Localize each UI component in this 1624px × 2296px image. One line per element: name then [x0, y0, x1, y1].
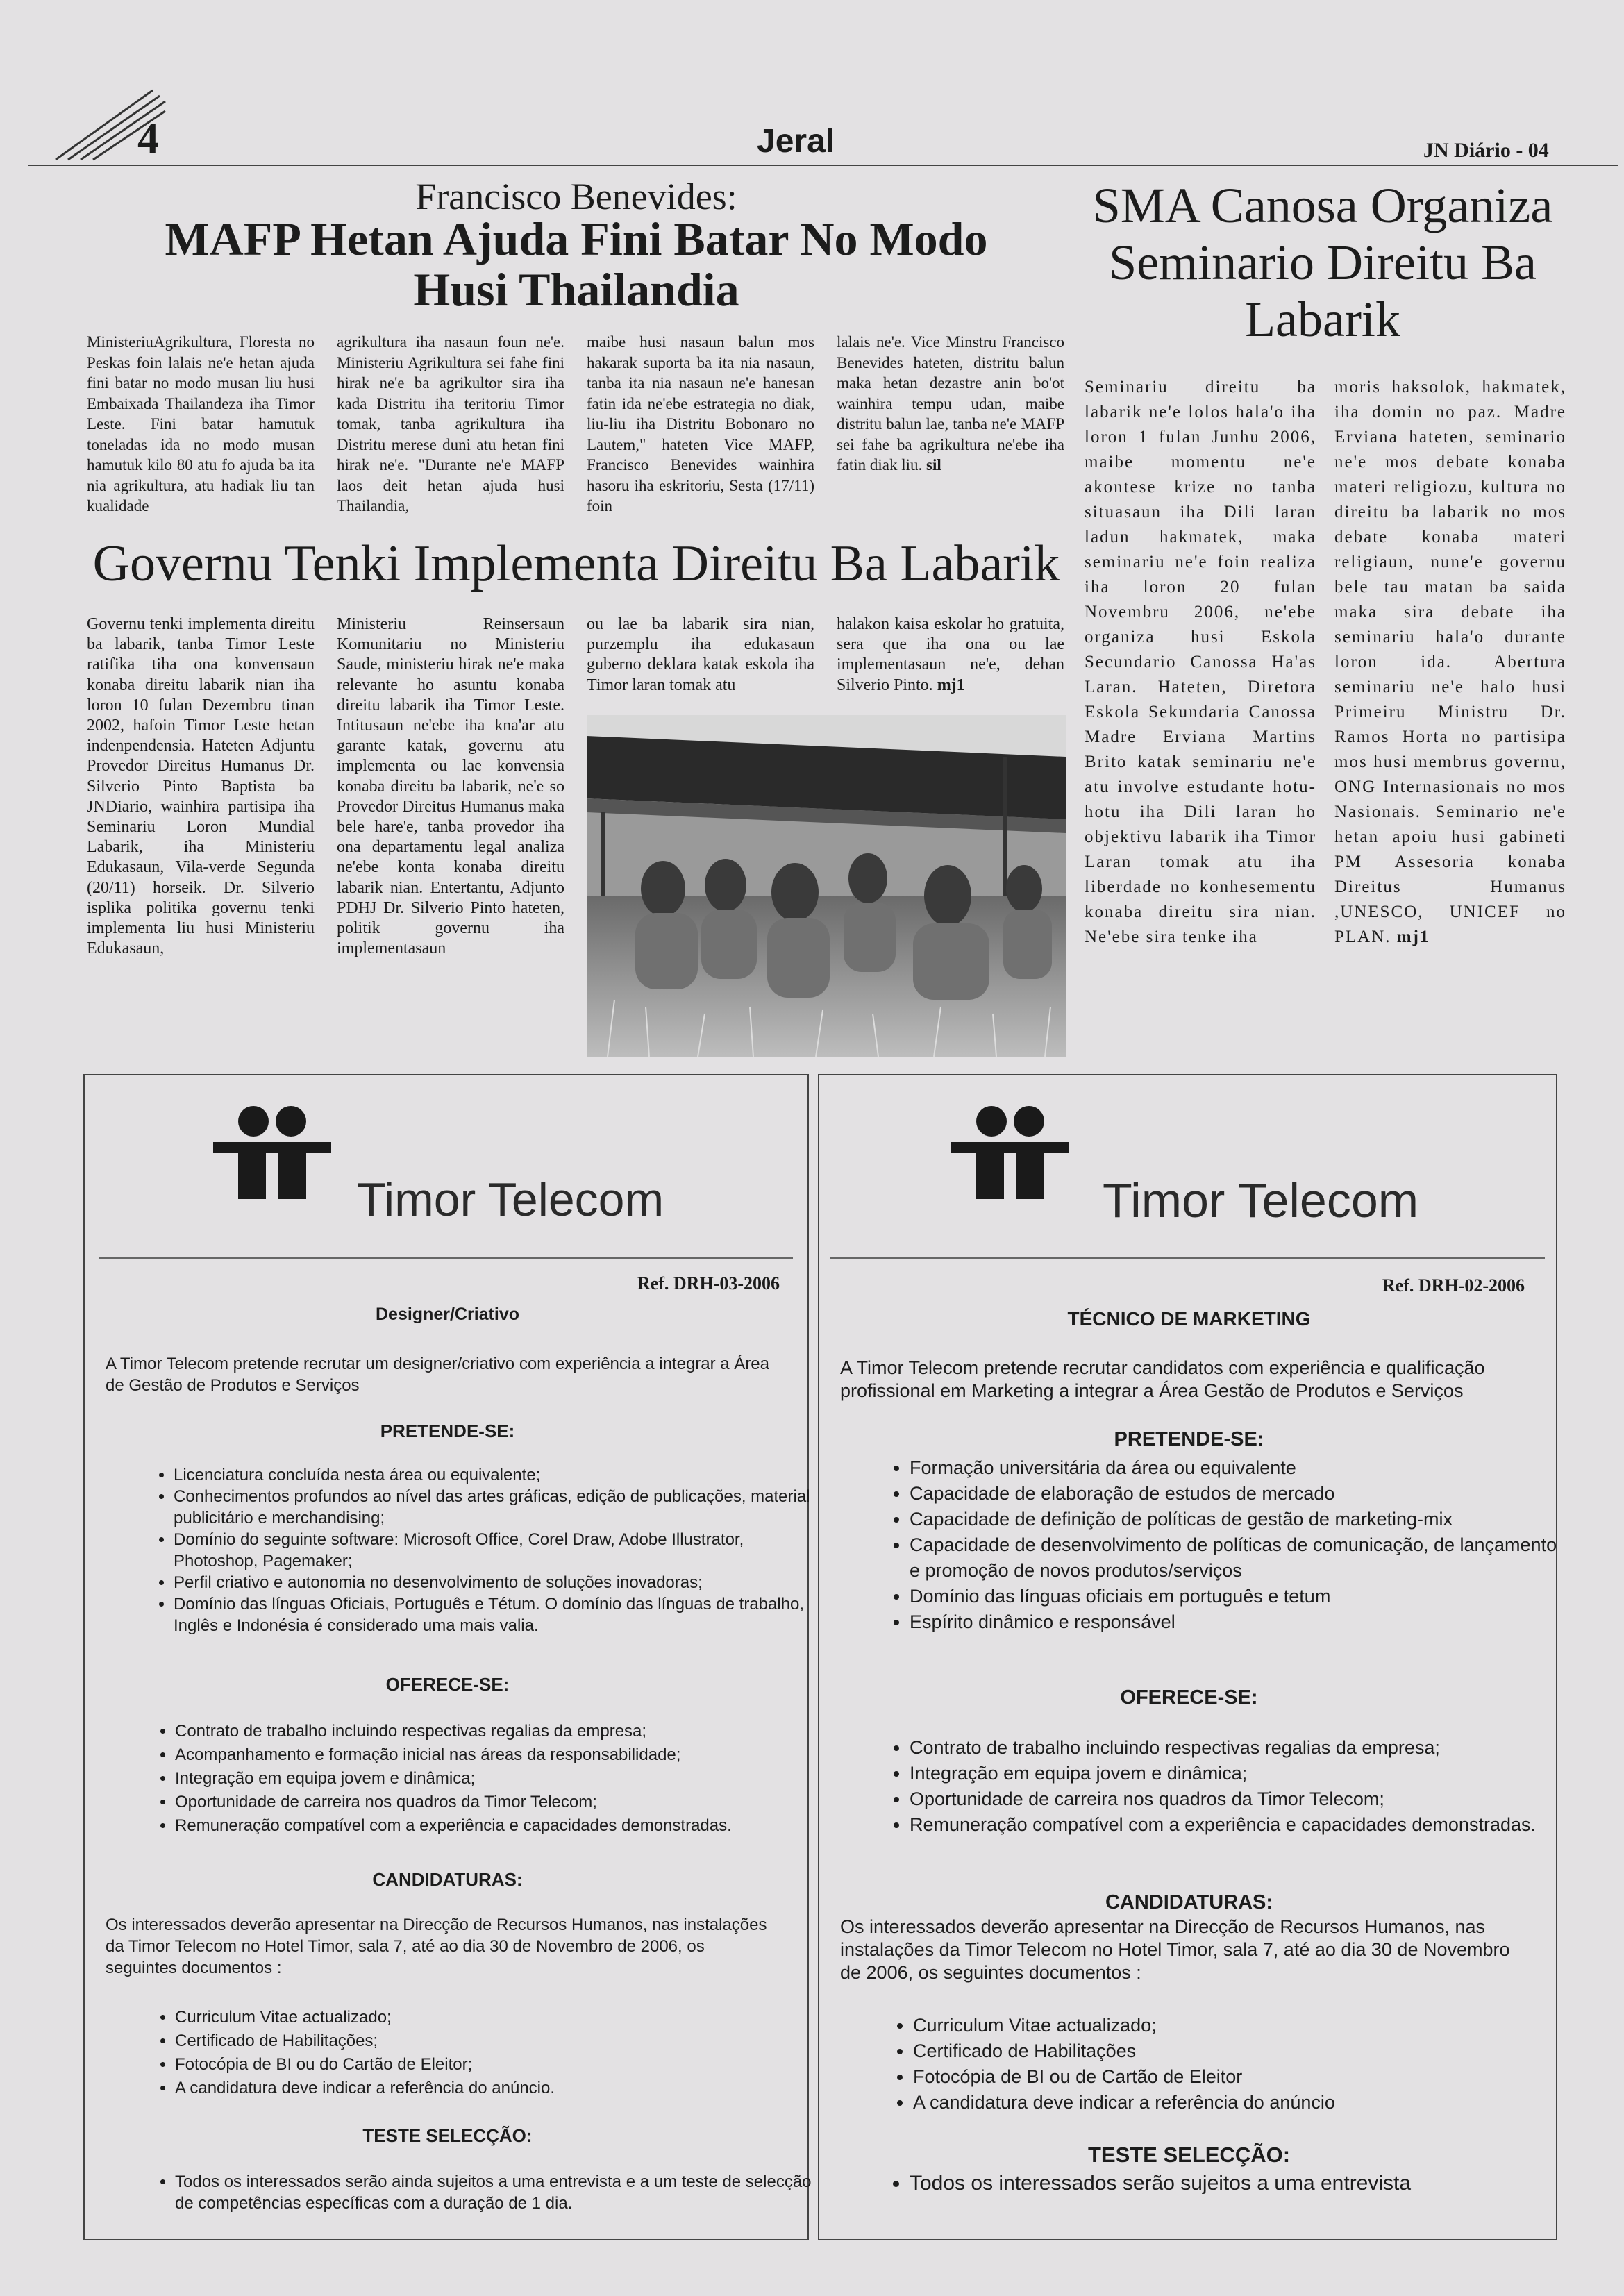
- section-heading: OFERECE-SE:: [1120, 1686, 1258, 1709]
- article-headline-line2: Husi Thailandia: [413, 263, 739, 316]
- section-heading: TESTE SELECÇÃO:: [1087, 2143, 1291, 2167]
- section-title: Jeral: [757, 123, 835, 160]
- section-heading: TESTE SELECÇÃO:: [362, 2125, 533, 2146]
- author-signature: mj1: [937, 676, 965, 694]
- ad-rule: [830, 1257, 1545, 1259]
- news-photo: [587, 715, 1066, 1057]
- article-text: lalais ne'e. Vice Minstru Francisco Benevides hateten, distritu balun maka hetan dezastre anin bo'ot wainhira tempu udan, maibe distritu balun lae, tanba ne'e MAFP sei fahe ba agrikultura ne'ebe iha fatin diak liu.: [837, 333, 1064, 474]
- paper-name: JN Diário - 04: [1423, 139, 1549, 162]
- section-heading: PRETENDE-SE:: [380, 1421, 515, 1441]
- list-item: • Integração em equipa jovem e dinâmica;: [910, 1761, 1569, 1786]
- article-column: [87, 332, 315, 517]
- requirements-list: [126, 1464, 812, 1636]
- article-text: Governu tenki implementa direitu ba labarik, tanba Timor Leste ratifika tiha ona konvensaun konaba direitu labarik nian iha loron 10 fulan Dezembru tinan 2002, hafoin Timor Leste hetan indenpendensia. Hateten Adjuntu Provedor Direitus Humanus Dr. Silverio Pinto Baptista ba JNDiario, wainhira partisipa iha Seminariu Loron Mundial Labarik, iha Ministeriu Edukasaun, Vila-verde Segunda (20/11) horseik. Dr. Silverio isplika politika governu tenki implementa liu husi Ministeriu Edukasaun,: [87, 615, 315, 958]
- article-text: halakon kaisa eskolar ho gratuita, sera que iha ona ou lae implementasaun ne'e, dehan Silverio Pinto.: [837, 615, 1064, 694]
- article-headline: Governu Tenki Implementa Direitu Ba Labarik: [92, 535, 1060, 592]
- article-text: MinisteriuAgrikultura, Floresta no Peskas foin lalais ne'e hetan ajuda fini batar no modo musan liu husi Embaixada Thailandeza iha Timor Leste. Fini batar hamutuk toneladas ida no modo musan hamutuk kilo 80 atu fo ajuda ba ita nia agrikultura, atu hadiak liu tan kualidade: [87, 333, 315, 514]
- article-column: [837, 332, 1064, 476]
- article-text: ou lae ba labarik sira nian, purzemplu iha edukasaun guberno deklara katak eskola iha Timor laran tomak atu: [587, 615, 814, 694]
- list-item: • A candidatura deve indicar a referência do anúncio: [913, 2090, 1573, 2115]
- ad-intro: A Timor Telecom pretende recrutar um designer/criativo com experiência a integrar a Área de Gestão de Produtos e Serviços: [106, 1355, 770, 1395]
- brand-name: Timor Telecom: [357, 1173, 664, 1226]
- candidature-text: Os interessados deverão apresentar na Direcção de Recursos Humanos, nas instalações da Timor Telecom no Hotel Timor, sala 7, até ao dia 30 de Novembro de 2006, os seguintes documentos :: [840, 1916, 1510, 1983]
- job-ad-marketing: [818, 1074, 1557, 2240]
- list-item: • Integração em equipa jovem e dinâmica;: [175, 1767, 814, 1791]
- list-item: • Capacidade de definição de políticas de gestão de marketing-mix: [910, 1507, 1569, 1532]
- ad-intro: A Timor Telecom pretende recrutar candidatos com experiência e qualificação profissional em Marketing a integrar a Área Gestão de Produtos e Serviços: [840, 1357, 1485, 1401]
- job-title: TÉCNICO DE MARKETING: [1067, 1308, 1311, 1330]
- list-item: • Certificado de Habilitações;: [175, 2029, 814, 2053]
- article-column: [587, 332, 814, 517]
- article-column: [337, 614, 564, 959]
- test-list: [126, 2171, 814, 2214]
- list-item: • Domínio das línguas Oficiais, Português e Tétum. O domínio das línguas de trabalho, Inglês e Indonésia é considerado uma mais valia.: [174, 1593, 812, 1636]
- list-item: • Oportunidade de carreira nos quadros da Timor Telecom;: [175, 1791, 814, 1814]
- section-heading: CANDIDATURAS:: [372, 1869, 523, 1890]
- list-item: • Certificado de Habilitações: [913, 2038, 1573, 2064]
- author-signature: sil: [926, 456, 941, 474]
- article-kicker: Francisco Benevides:: [415, 176, 737, 217]
- list-item: • Capacidade de elaboração de estudos de mercado: [910, 1481, 1569, 1507]
- list-item: • Contrato de trabalho incluindo respectivas regalias da empresa;: [175, 1720, 814, 1743]
- article-text: agrikultura iha nasaun foun ne'e. Ministeriu Agrikultura sei fahe fini hirak ne'e ba agrikultor sira iha kada Distritu iha teritoriu Timor tomak, tanba agrikultura iha Distritu merese duni atu hetan fini hirak ne'e. "Durante ne'e MAFP laos deit hetan ajuda husi Thailandia,: [337, 333, 564, 514]
- list-item: • Curriculum Vitae actualizado;: [175, 2006, 814, 2029]
- list-item: • Formação universitária da área ou equivalente: [910, 1455, 1569, 1481]
- list-item: • Espírito dinâmico e responsável: [910, 1609, 1569, 1635]
- list-item: • Domínio das línguas oficiais em português e tetum: [910, 1584, 1569, 1609]
- brand-name: Timor Telecom: [1103, 1173, 1419, 1227]
- test-list: [861, 2171, 1569, 2196]
- job-ad-designer: [83, 1074, 812, 2240]
- article-text: maibe husi nasaun balun mos hakarak suporta ba ita nia nasaun, tanba ita nia nasaun ne'e hanesan fatin ida ne'ebe estrategia no diak, liu-liu iha Distritu Bobonaro no Lautem," hateten Vice MAFP, Francisco Benevides wainhira hasoru iha eskritoriu, Sesta (17/11) foin: [587, 333, 814, 514]
- timor-telecom-logo-icon: [951, 1102, 1069, 1199]
- list-item: • Fotocópia de BI ou do Cartão de Eleitor;: [175, 2053, 814, 2077]
- section-heading: OFERECE-SE:: [385, 1674, 510, 1695]
- list-item: • Oportunidade de carreira nos quadros da Timor Telecom;: [910, 1786, 1569, 1812]
- list-item: • Curriculum Vitae actualizado;: [913, 2013, 1573, 2038]
- page-number: 4: [137, 115, 159, 162]
- article-column: [1085, 375, 1316, 950]
- list-item: • A candidatura deve indicar a referência do anúncio.: [175, 2077, 814, 2100]
- list-item: • Remuneração compatível com a experiência e capacidades demonstradas.: [175, 1814, 814, 1838]
- documents-list: [864, 2013, 1573, 2115]
- list-item: • Conhecimentos profundos ao nível das artes gráficas, edição de publicações, material publicitário e merchandising;: [174, 1486, 812, 1529]
- list-item: • Licenciatura concluída nesta área ou equivalente;: [174, 1464, 812, 1486]
- article-column: [87, 614, 315, 959]
- author-signature: mj1: [1396, 928, 1430, 946]
- article-headline: MAFP Hetan Ajuda Fini Batar No Modo: [165, 212, 988, 265]
- list-item: • Capacidade de desenvolvimento de políticas de comunicação, de lançamento e promoção de novos produtos/serviços: [910, 1532, 1569, 1584]
- offers-list: [126, 1720, 814, 1838]
- article-text: Seminariu direitu ba labarik ne'e lolos hala'o iha loron 1 fulan Junhu 2006, maibe momentu ne'e akontese krize no tanba situasaun iha Dili laran ladun hakmatek, maka seminariu ne'e foin realiza iha loron 20 fulan Novembru 2006, ne'ebe organiza husi Eskola Secundario Canossa Ha'as Laran. Hateten, Diretora Eskola Sekundaria Canossa Madre Erviana Martins Brito katak seminariu ne'e atu involve estudante hotu-hotu iha Dili laran ho objektivu labarik iha Timor Laran tomak atu iha liberdade no konhesementu konaba direitu sira nian. Ne'ebe sira tenke iha: [1085, 378, 1316, 946]
- list-item: • Fotocópia de BI ou de Cartão de Eleitor: [913, 2064, 1573, 2090]
- header-rule: [28, 165, 1618, 166]
- timor-telecom-logo-icon: [213, 1102, 331, 1199]
- requirements-list: [861, 1455, 1569, 1635]
- article-column: [837, 614, 1064, 696]
- ad-rule: [99, 1257, 793, 1259]
- article-column: [337, 332, 564, 517]
- offers-list: [861, 1735, 1569, 1838]
- list-item: • Perfil criativo e autonomia no desenvolvimento de soluções inovadoras;: [174, 1572, 812, 1593]
- article-text: moris haksolok, hakmatek, iha domin no paz. Madre Erviana hateten, seminario ne'e mos debate konaba materi religiozu, kultura no direitu ba labarik no mos debate konaba materi religiaun, nune'e governu bele tau matan ba saida maka sira debate iha seminariu hala'o durante loron ida. Abertura seminariu ne'e halo husi Primeiru Ministru Dr. Ramos Horta no partisipa mos husi membrus governu, ONG Internasionais no mos Nasionais. Seminario ne'e hetan apoiu husi gabineti PM Assesoria konaba Direitus Humanus ,UNESCO, UNICEF no PLAN.: [1334, 378, 1566, 946]
- list-item: • Contrato de trabalho incluindo respectivas regalias da empresa;: [910, 1735, 1569, 1761]
- candidature-text: Os interessados deverão apresentar na Direcção de Recursos Humanos, nas instalações da Timor Telecom no Hotel Timor, sala 7, até ao dia 30 de Novembro de 2006, os seguintes documentos :: [106, 1916, 767, 1977]
- list-item: • Todos os interessados serão ainda sujeitos a uma entrevista e a um teste de selecção de competências específicas com a duração de 1 dia.: [175, 2171, 814, 2214]
- ad-reference: Ref. DRH-02-2006: [1382, 1275, 1525, 1296]
- section-heading: CANDIDATURAS:: [1105, 1891, 1273, 1913]
- article-column: [587, 614, 814, 696]
- documents-list: [126, 2006, 814, 2100]
- article-headline: SMA Canosa Organiza Seminario Direitu Ba Labarik: [1092, 178, 1553, 347]
- ad-reference: Ref. DRH-03-2006: [637, 1273, 780, 1293]
- list-item: • Remuneração compatível com a experiência e capacidades demonstradas.: [910, 1812, 1569, 1838]
- list-item: • Acompanhamento e formação inicial nas áreas da responsabilidade;: [175, 1743, 814, 1767]
- job-title: Designer/Criativo: [375, 1305, 519, 1324]
- section-heading: PRETENDE-SE:: [1114, 1428, 1264, 1450]
- list-item: • Todos os interessados serão sujeitos a uma entrevista: [910, 2171, 1569, 2196]
- article-column: [1334, 375, 1566, 950]
- article-text: Ministeriu Reinsersaun Komunitariu no Ministeriu Saude, ministeriu hirak ne'e maka relevante ho asuntu konaba direitu labarik iha Timor Leste. Intitusaun ne'ebe iha kna'ar atu garante katak, governu atu implementa ou lae konvensia konaba direitu ba labarik, ne'e so Provedor Direitus Humanus maka bele hare'e, tanba provedor iha ona departamentu legal analiza ne'ebe konta konaba direitu labarik nian. Entertantu, Adjunto PDHJ Dr. Silverio Pinto hateten, politik governu iha implementasaun: [337, 615, 564, 958]
- list-item: • Domínio do seguinte software: Microsoft Office, Corel Draw, Adobe Illustrator, Photoshop, Pagemaker;: [174, 1529, 812, 1572]
